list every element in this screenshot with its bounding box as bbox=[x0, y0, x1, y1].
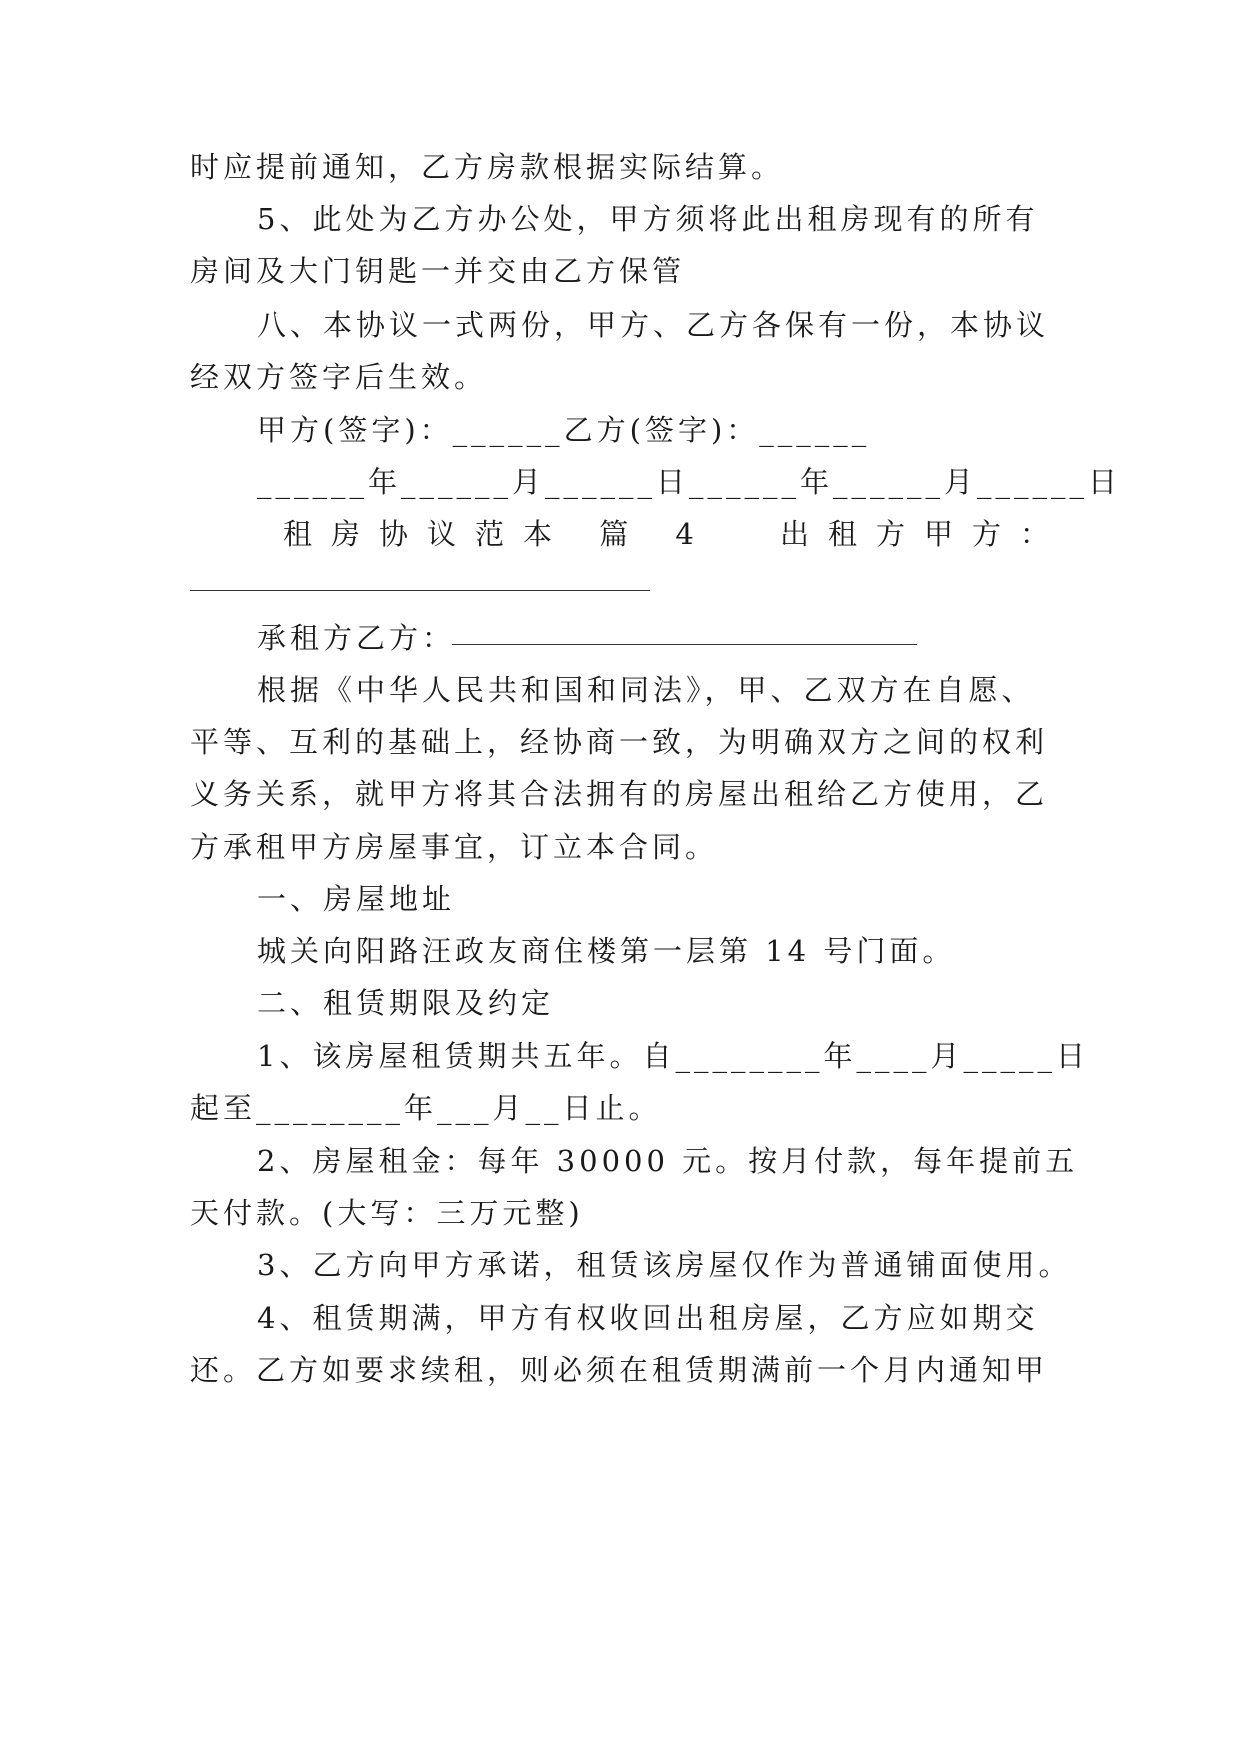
lessee-blank bbox=[452, 644, 917, 645]
paragraph-line: 天付款。(大写：三万元整) bbox=[190, 1196, 584, 1230]
paragraph-line: 城关向阳路汪政友商住楼第一层第 14 号门面。 bbox=[257, 934, 956, 968]
lessee-label: 承租方乙方： bbox=[257, 621, 456, 655]
section-heading: 一、房屋地址 bbox=[257, 882, 456, 916]
paragraph-line: 4、租赁期满，甲方有权收回出租房屋，乙方应如期交 bbox=[257, 1301, 1039, 1335]
paragraph-line: 3、乙方向甲方承诺，租赁该房屋仅作为普通铺面使用。 bbox=[257, 1248, 1072, 1282]
paragraph-line: 房间及大门钥匙一并交由乙方保管 bbox=[190, 254, 686, 288]
paragraph-line: 八、本协议一式两份，甲方、乙方各保有一份，本协议 bbox=[257, 308, 1050, 342]
paragraph-line: 5、此处为乙方办公处，甲方须将此出租房现有的所有 bbox=[257, 202, 1039, 236]
lessor-label: 出租方甲方： bbox=[780, 517, 1069, 551]
paragraph-line: 还。乙方如要求续租，则必须在租赁期满前一个月内通知甲 bbox=[190, 1353, 1049, 1387]
paragraph-line: 起至________年___月__日止。 bbox=[190, 1091, 662, 1125]
paragraph-line: 方承租甲方房屋事宜，订立本合同。 bbox=[190, 830, 719, 864]
paragraph-line: 时应提前通知，乙方房款根据实际结算。 bbox=[190, 150, 785, 184]
paragraph-line: 2、房屋租金：每年 30000 元。按月付款，每年提前五 bbox=[257, 1144, 1079, 1178]
signature-line: 甲方(签字)：______乙方(签字)：______ bbox=[257, 413, 871, 447]
paragraph-line: 平等、互利的基础上，经协商一致，为明确双方之间的权利 bbox=[190, 725, 1049, 759]
date-line: ______年______月______日______年______月______日 bbox=[257, 465, 1122, 499]
paragraph-line: 根据《中华人民共和国和同法》，甲、乙双方在自愿、 bbox=[257, 673, 1035, 707]
paragraph-line: 义务关系，就甲方将其合法拥有的房屋出租给乙方使用，乙 bbox=[190, 777, 1049, 811]
lessor-blank bbox=[190, 590, 650, 591]
paragraph-line: 1、该房屋租赁期共五年。自________年____月_____日 bbox=[257, 1039, 1089, 1073]
paragraph-line: 经双方签字后生效。 bbox=[190, 360, 488, 394]
section-title: 租房协议范本 篇 4 bbox=[283, 517, 713, 551]
section-heading: 二、租赁期限及约定 bbox=[257, 986, 555, 1020]
